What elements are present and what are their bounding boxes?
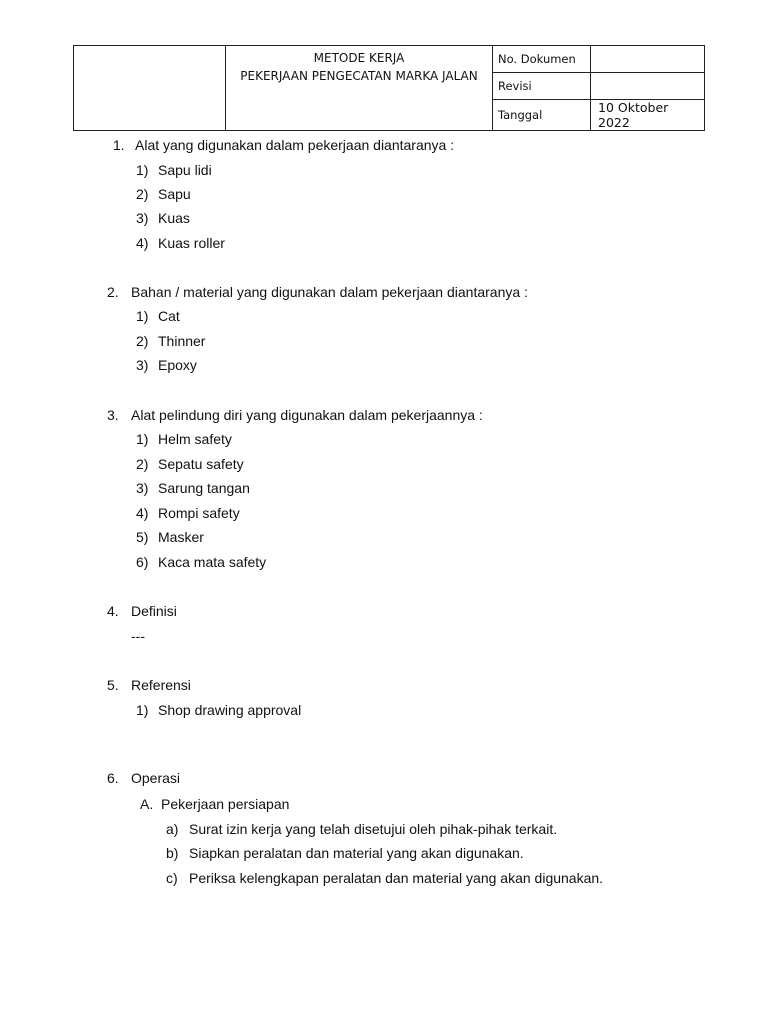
list-item: Sapu lidi — [158, 162, 212, 178]
section-number: 1. — [113, 137, 125, 153]
list-item: Helm safety — [158, 431, 232, 447]
list-item: Rompi safety — [158, 505, 240, 521]
list-item: Kuas — [158, 210, 190, 226]
sub-section-letter: A. — [140, 796, 154, 812]
tanggal-label: Tanggal — [493, 100, 591, 131]
document-title-cell — [226, 46, 493, 131]
revisi-label: Revisi — [493, 73, 591, 100]
list-item-number: 5) — [136, 529, 149, 545]
list-item-number: 1) — [136, 702, 149, 718]
sub-section-heading: Pekerjaan persiapan — [161, 796, 290, 812]
revisi-value — [591, 73, 705, 100]
list-item: Masker — [158, 529, 204, 545]
list-item-letter: c) — [166, 870, 178, 886]
list-item: Thinner — [158, 333, 206, 349]
list-item: Sapu — [158, 186, 191, 202]
section-heading: Definisi — [131, 603, 177, 619]
list-item-number: 2) — [136, 456, 149, 472]
section-number: 4. — [107, 603, 119, 619]
section-number: 6. — [107, 770, 119, 786]
list-item-number: 1) — [136, 308, 149, 324]
list-item-number: 4) — [136, 235, 149, 251]
logo-cell — [74, 46, 226, 131]
list-item: Sarung tangan — [158, 480, 250, 496]
list-item: Epoxy — [158, 357, 197, 373]
tanggal-value: 10 Oktober 2022 — [591, 100, 705, 131]
list-item: Cat — [158, 308, 180, 324]
list-item-number: 1) — [136, 162, 149, 178]
list-item-number: 3) — [136, 210, 149, 226]
no-dokumen-label: No. Dokumen — [493, 46, 591, 73]
list-item: Siapkan peralatan dan material yang akan digunakan. — [189, 845, 524, 861]
no-dokumen-value — [591, 46, 705, 73]
section-number: 5. — [107, 677, 119, 693]
list-item: Sepatu safety — [158, 456, 244, 472]
list-item-number: 2) — [136, 333, 149, 349]
list-item: Periksa kelengkapan peralatan dan material yang akan digunakan. — [189, 870, 604, 886]
document-header-table — [73, 45, 705, 131]
list-item-number: 2) — [136, 186, 149, 202]
section-heading: Alat pelindung diri yang digunakan dalam pekerjaannya : — [131, 407, 483, 423]
document-title: METODE KERJA — [313, 51, 405, 65]
list-item-number: 6) — [136, 554, 149, 570]
list-item-letter: b) — [166, 845, 179, 861]
list-item-letter: a) — [166, 821, 179, 837]
section-heading: Operasi — [131, 770, 181, 786]
list-item-number: 1) — [136, 431, 149, 447]
section-heading: Alat yang digunakan dalam pekerjaan diantaranya : — [135, 137, 455, 153]
list-item: Kaca mata safety — [158, 554, 267, 570]
section-heading: Referensi — [131, 677, 191, 693]
section-body: --- — [131, 628, 145, 644]
list-item-number: 3) — [136, 357, 149, 373]
section-number: 2. — [107, 284, 119, 300]
list-item: Surat izin kerja yang telah disetujui oleh pihak-pihak terkait. — [189, 821, 558, 837]
section-number: 3. — [107, 407, 119, 423]
section-heading: Bahan / material yang digunakan dalam pekerjaan diantaranya : — [131, 284, 528, 300]
list-item: Shop drawing approval — [158, 702, 302, 718]
list-item-number: 3) — [136, 480, 149, 496]
document-subtitle: PEKERJAAN PENGECATAN MARKA JALAN — [240, 69, 478, 83]
list-item-number: 4) — [136, 505, 149, 521]
list-item: Kuas roller — [158, 235, 225, 251]
